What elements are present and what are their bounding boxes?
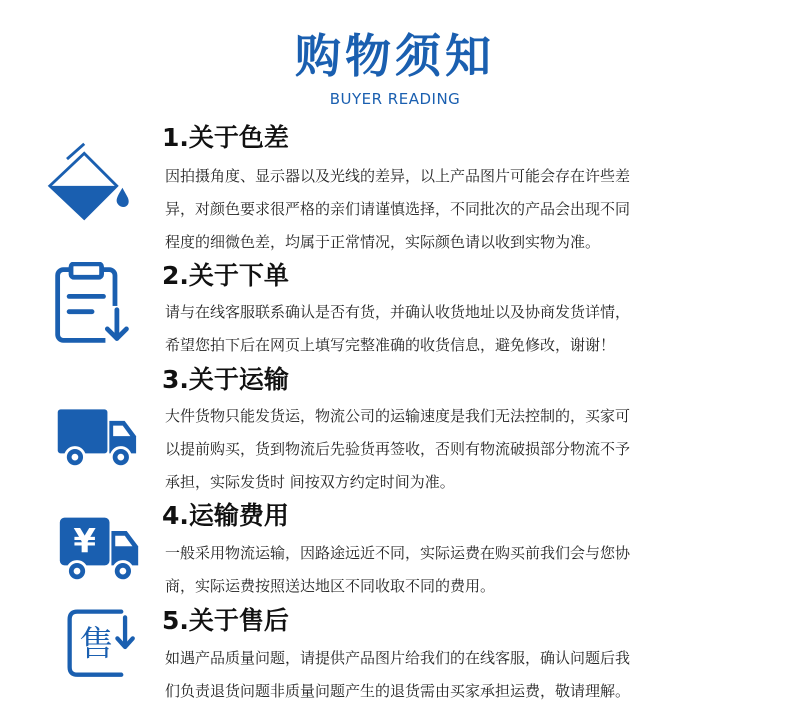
section-text: 如遇产品质量问题，请提供产品图片给我们的在线客服，确认问题后我 们负责退货问题非质量问题产生的退货需由买家承担运费，敬请理解。 (165, 649, 631, 700)
after-sales-icon (62, 604, 148, 690)
paint-bucket-icon (46, 140, 132, 226)
page-title: 购物须知 (295, 29, 495, 83)
section-text: 一般采用物流运输，因路途远近不同，实际运费在购买前我们会与您协 商，实际运费按照送达地区不同收取不同的费用。 (165, 544, 631, 595)
section-title: 5.关于售后 (162, 606, 289, 635)
section-text: 请与在线客服联系确认是否有货，并确认收货地址以及协商发货详情， 希望您拍下后在网页上填写完整准确的收货信息，避免修改，谢谢！ (165, 303, 631, 354)
order-list-icon (50, 262, 136, 348)
page-subtitle: BUYER READING (329, 90, 461, 108)
yuan-truck-icon (56, 510, 142, 596)
svg-text:¥: ¥ (73, 522, 96, 561)
section-title: 2.关于下单 (162, 261, 289, 290)
delivery-truck-icon (52, 396, 138, 482)
section-title: 1.关于色差 (162, 123, 289, 152)
section-title: 4.运输费用 (162, 501, 289, 530)
section-title: 3.关于运输 (162, 365, 289, 394)
page-header (0, 28, 790, 108)
section-text: 因拍摄角度、显示器以及光线的差异，以上产品图片可能会存在许些差 异，对颜色要求很严格的亲们请谨慎选择，不同批次的产品会出现不同 程度的细微色差，均属于正常情况，实际颜色请以收到实物为准。 (165, 167, 631, 251)
section-text: 大件货物只能发货运，物流公司的运输速度是我们无法控制的，买家可 以提前购买，货到物流后先验货再签收，否则有物流破损部分物流不予 承担，实际发货时 间按双方约定时间为准。 (165, 407, 631, 491)
after-sales-icon-glyph: 售 (79, 624, 114, 665)
